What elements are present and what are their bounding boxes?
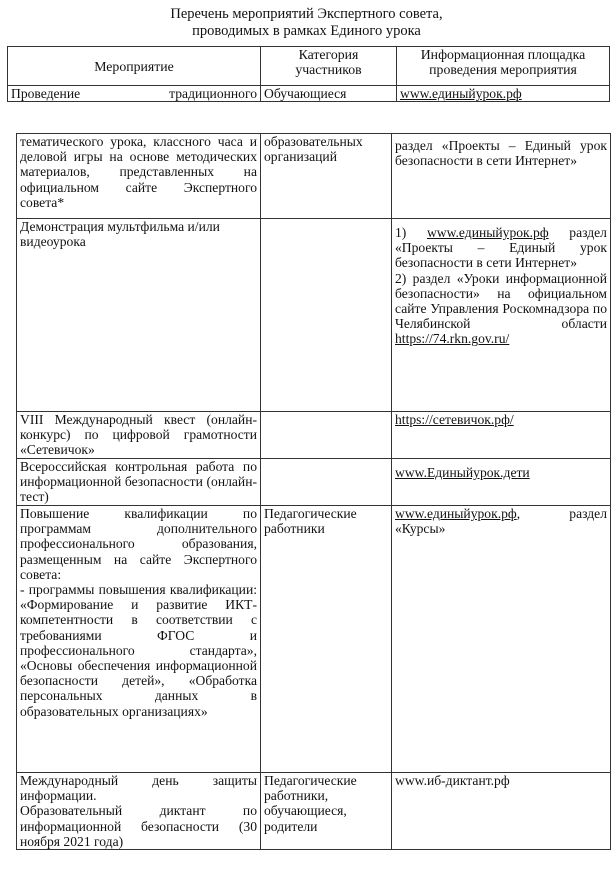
event-cell: VIII Международный квест (онлайн-конкурс) по цифровой грамотности «Сетевичок» xyxy=(17,412,261,459)
platform-cell: www.иб-диктант.рф xyxy=(392,773,611,850)
header-platform: Информационная площадка проведения мероприятия xyxy=(397,47,610,86)
platform-prefix: 1) xyxy=(395,225,427,240)
event-text: Повышение квалификации по программам дополнительного профессионального образования, размещенным на сайте Экспертного совета: xyxy=(20,506,257,582)
platform-link[interactable]: www.единыйурок.рф xyxy=(426,225,549,240)
table-row xyxy=(17,219,611,412)
events-table-continued xyxy=(16,133,611,850)
title-line-2: проводимых в рамках Единого урока xyxy=(192,23,421,39)
event-cell: Всероссийская контрольная работа по информационной безопасности (онлайн-тест) xyxy=(17,459,261,506)
platform-cell xyxy=(392,506,611,773)
platform-link[interactable]: www.единыйурок.рф xyxy=(395,506,517,521)
table-row xyxy=(17,506,611,773)
event-cell: Проведение традиционного xyxy=(8,86,261,102)
category-cell xyxy=(261,459,392,506)
events-table-top xyxy=(7,46,610,102)
category-cell: Педагогические работники, обучающиеся, родители xyxy=(261,773,392,850)
platform-link[interactable]: www.Единыйурок.дети xyxy=(395,465,530,480)
table-row xyxy=(17,412,611,459)
document-title xyxy=(0,6,613,40)
category-cell xyxy=(261,219,392,412)
event-cell xyxy=(17,506,261,773)
table-row xyxy=(17,773,611,850)
table-row xyxy=(17,134,611,219)
event-cell: тематического урока, классного часа и деловой игры на основе методических материалов, представленных на официальном сайте Экспертного совета* xyxy=(17,134,261,219)
table-header-row xyxy=(8,47,610,86)
category-cell: Педагогические работники xyxy=(261,506,392,773)
table-row xyxy=(8,86,610,102)
platform-cell xyxy=(392,459,611,506)
platform-text: 2) раздел «Уроки информационной безопасности» на официальном сайте Управления Роскомнадзора по Челябинской области xyxy=(395,270,607,332)
event-text-extra: - программы повышения квалификации: «Формирование и развитие ИКТ-компетентности в соответствии с требованиями ФГОС и профессионального стандарта», «Основы обеспечения информационной безопасности детей», «Обработка персональных данных в образовательных организациях» xyxy=(20,582,257,719)
header-event: Мероприятие xyxy=(8,47,261,86)
event-cell: Демонстрация мультфильма и/или видеоурока xyxy=(17,219,261,412)
category-cell: Обучающиеся xyxy=(261,86,397,102)
event-text-extra: Образовательный диктант по информационной безопасности (30 ноября 2021 года) xyxy=(20,803,257,849)
category-cell: образовательных организаций xyxy=(261,134,392,219)
event-cell xyxy=(17,773,261,850)
platform-cell xyxy=(397,86,610,102)
table-row xyxy=(17,459,611,506)
title-line-1: Перечень мероприятий Экспертного совета, xyxy=(170,6,443,22)
platform-text: , раздел «Курсы» xyxy=(395,506,607,537)
event-text: Международный день защиты информации. xyxy=(20,773,257,804)
platform-link[interactable]: www.единыйурок.рф xyxy=(400,86,522,101)
platform-cell xyxy=(392,412,611,459)
platform-cell xyxy=(392,219,611,412)
platform-text: раздел «Проекты – Единый урок безопасности в сети Интернет» xyxy=(395,225,607,271)
category-cell xyxy=(261,412,392,459)
platform-link[interactable]: https://74.rkn.gov.ru/ xyxy=(395,331,510,347)
platform-link[interactable]: https://сетевичок.рф/ xyxy=(395,412,514,427)
platform-cell: раздел «Проекты – Единый урок безопасности в сети Интернет» xyxy=(392,134,611,219)
header-category: Категория участников xyxy=(261,47,397,86)
